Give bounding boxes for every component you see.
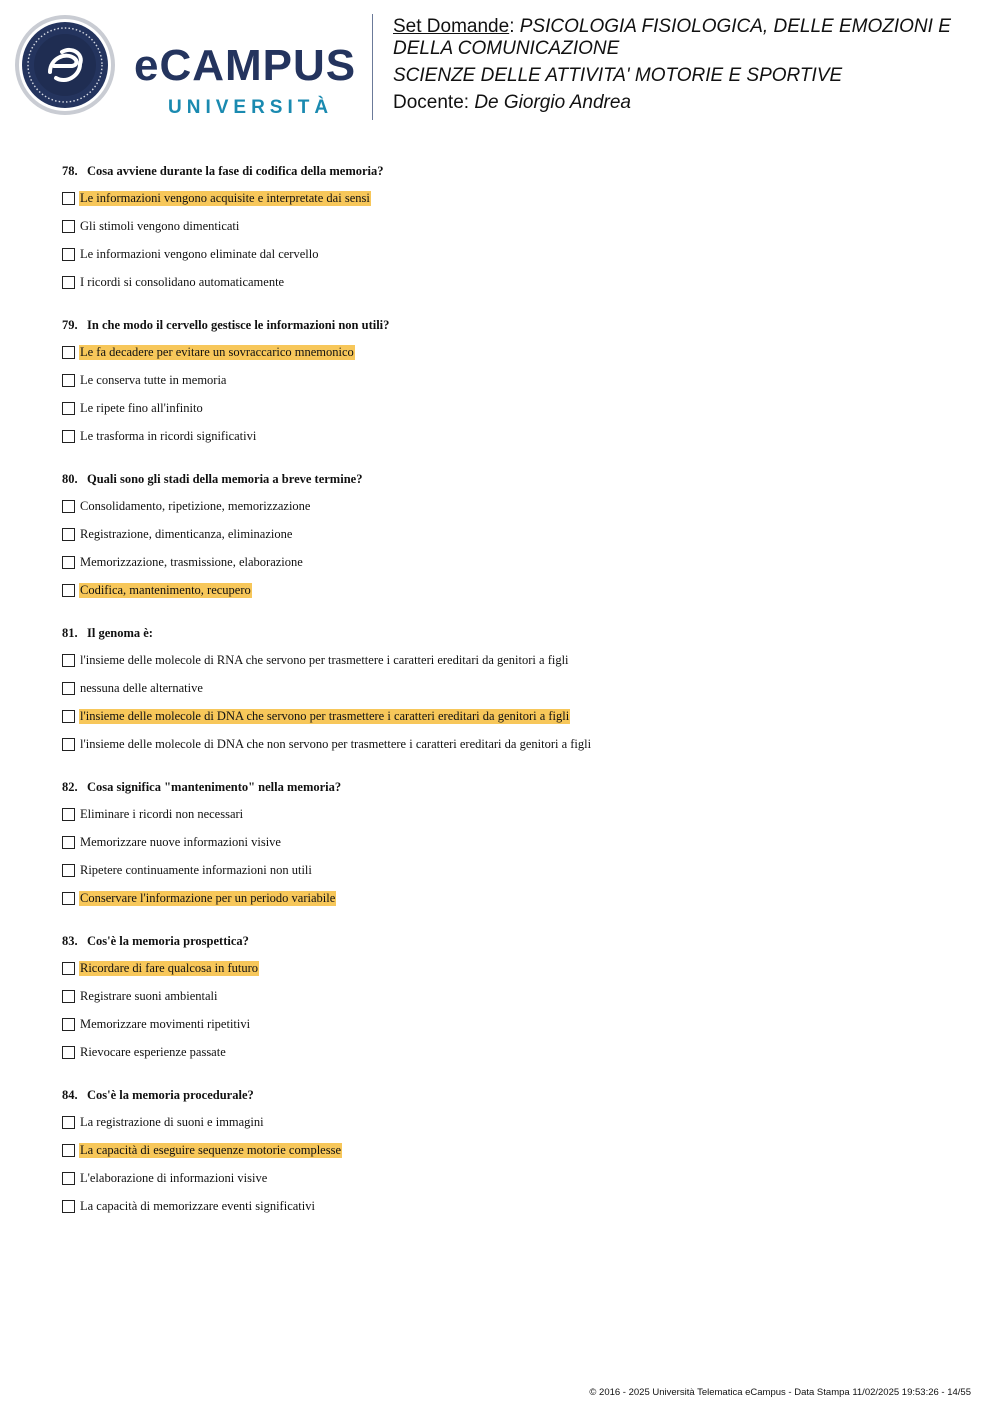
answer-option[interactable] <box>62 1164 962 1192</box>
question-list <box>62 160 962 1238</box>
page-footer: © 2016 - 2025 Università Telematica eCampus - Data Stampa 11/02/2025 19:53:26 - 14/55 <box>589 1387 971 1398</box>
answer-checkbox[interactable] <box>62 654 75 667</box>
question-block <box>62 160 962 296</box>
question-number: 84. <box>62 1088 78 1102</box>
answer-option[interactable] <box>62 1010 962 1038</box>
question-text: In che modo il cervello gestisce le informazioni non utili? <box>87 318 390 332</box>
answer-option[interactable] <box>62 1038 962 1066</box>
set-separator: : <box>509 16 515 37</box>
brand-sub-text: UNIVERSITÀ <box>168 97 334 118</box>
answer-checkbox[interactable] <box>62 402 75 415</box>
answer-text: Memorizzare movimenti ripetitivi <box>80 1016 251 1031</box>
question-title <box>62 930 962 954</box>
answer-text: L'elaborazione di informazioni visive <box>80 1170 268 1185</box>
set-label: Set Domande <box>393 16 510 37</box>
question-number: 80. <box>62 472 78 486</box>
answer-text: Gli stimoli vengono dimenticati <box>80 218 240 233</box>
answer-checkbox[interactable] <box>62 346 75 359</box>
answer-text: Registrazione, dimenticanza, eliminazione <box>80 526 293 541</box>
question-block <box>62 930 962 1066</box>
answer-checkbox[interactable] <box>62 710 75 723</box>
answer-checkbox[interactable] <box>62 556 75 569</box>
answer-checkbox[interactable] <box>62 584 75 597</box>
answer-checkbox[interactable] <box>62 1144 75 1157</box>
question-title <box>62 776 962 800</box>
brand-wordmark <box>134 41 359 118</box>
answer-text: Le ripete fino all'infinito <box>80 400 203 415</box>
answer-option[interactable] <box>62 212 962 240</box>
answer-option[interactable] <box>62 884 962 912</box>
answer-checkbox[interactable] <box>62 892 75 905</box>
question-block <box>62 314 962 450</box>
question-number: 79. <box>62 318 78 332</box>
answer-option[interactable] <box>62 674 962 702</box>
question-number: 78. <box>62 164 78 178</box>
answer-checkbox[interactable] <box>62 1018 75 1031</box>
answer-text: La registrazione di suoni e immagini <box>80 1114 264 1129</box>
answer-option[interactable] <box>62 702 962 730</box>
answer-checkbox[interactable] <box>62 962 75 975</box>
answer-option[interactable] <box>62 1108 962 1136</box>
question-block <box>62 1084 962 1220</box>
answer-checkbox[interactable] <box>62 836 75 849</box>
answer-text: La capacità di memorizzare eventi significativi <box>80 1198 315 1213</box>
header-info <box>393 16 983 114</box>
question-block <box>62 468 962 604</box>
answer-option[interactable] <box>62 548 962 576</box>
brand-main-text: eCAMPUS <box>134 41 357 90</box>
question-title <box>62 622 962 646</box>
question-text: Cos'è la memoria prospettica? <box>87 934 249 948</box>
answer-checkbox[interactable] <box>62 500 75 513</box>
answer-checkbox[interactable] <box>62 528 75 541</box>
answer-text-correct: Ricordare di fare qualcosa in futuro <box>80 960 259 975</box>
answer-option[interactable] <box>62 576 962 604</box>
answer-text: Le trasforma in ricordi significativi <box>80 428 257 443</box>
answer-option[interactable] <box>62 338 962 366</box>
question-text: Quali sono gli stadi della memoria a breve termine? <box>87 472 363 486</box>
answer-checkbox[interactable] <box>62 1200 75 1213</box>
question-text: Cosa significa "mantenimento" nella memoria? <box>87 780 342 794</box>
answer-text: I ricordi si consolidano automaticamente <box>80 274 285 289</box>
answer-text: Ripetere continuamente informazioni non utili <box>80 862 312 877</box>
answer-checkbox[interactable] <box>62 248 75 261</box>
answer-text: Memorizzazione, trasmissione, elaborazione <box>80 554 303 569</box>
answer-text: l'insieme delle molecole di RNA che servono per trasmettere i caratteri ereditari da genitori a figli <box>80 652 569 667</box>
answer-option[interactable] <box>62 828 962 856</box>
answer-option[interactable] <box>62 268 962 296</box>
answer-text-correct: Le informazioni vengono acquisite e interpretate dai sensi <box>80 190 370 205</box>
answer-option[interactable] <box>62 492 962 520</box>
answer-checkbox[interactable] <box>62 374 75 387</box>
question-text: Cos'è la memoria procedurale? <box>87 1088 254 1102</box>
question-block <box>62 776 962 912</box>
question-title <box>62 314 962 338</box>
answer-checkbox[interactable] <box>62 1172 75 1185</box>
answer-text-correct: l'insieme delle molecole di DNA che servono per trasmettere i caratteri ereditari da genitori a figli <box>80 708 570 723</box>
answer-option[interactable] <box>62 982 962 1010</box>
answer-checkbox[interactable] <box>62 682 75 695</box>
answer-option[interactable] <box>62 856 962 884</box>
answer-text: Consolidamento, ripetizione, memorizzazione <box>80 498 311 513</box>
answer-checkbox[interactable] <box>62 430 75 443</box>
answer-text-correct: La capacità di eseguire sequenze motorie complesse <box>80 1142 341 1157</box>
header-divider <box>372 14 373 120</box>
answer-option[interactable] <box>62 800 962 828</box>
answer-text: Memorizzare nuove informazioni visive <box>80 834 281 849</box>
answer-checkbox[interactable] <box>62 738 75 751</box>
answer-text: Eliminare i ricordi non necessari <box>80 806 244 821</box>
question-block <box>62 622 962 758</box>
ecampus-logo <box>14 14 364 118</box>
answer-checkbox[interactable] <box>62 220 75 233</box>
answer-option[interactable] <box>62 1192 962 1220</box>
answer-option[interactable] <box>62 366 962 394</box>
answer-option[interactable] <box>62 240 962 268</box>
answer-checkbox[interactable] <box>62 1116 75 1129</box>
answer-option[interactable] <box>62 422 962 450</box>
answer-option[interactable] <box>62 520 962 548</box>
answer-option[interactable] <box>62 184 962 212</box>
program-name: SCIENZE DELLE ATTIVITA' MOTORIE E SPORTIVE <box>393 65 843 86</box>
docente-name: De Giorgio Andrea <box>474 92 631 113</box>
answer-option[interactable] <box>62 730 962 758</box>
question-number: 82. <box>62 780 78 794</box>
answer-option[interactable] <box>62 646 962 674</box>
answer-checkbox[interactable] <box>62 864 75 877</box>
answer-option[interactable] <box>62 394 962 422</box>
question-text: Il genoma è: <box>87 626 153 640</box>
course-title: PSICOLOGIA FISIOLOGICA, DELLE EMOZIONI E DELLA COMUNICAZIONE <box>393 16 951 59</box>
question-number: 83. <box>62 934 78 948</box>
answer-checkbox[interactable] <box>62 192 75 205</box>
university-seal-icon <box>14 14 116 116</box>
question-title <box>62 468 962 492</box>
answer-text-correct: Codifica, mantenimento, recupero <box>80 582 251 597</box>
answer-text-correct: Conservare l'informazione per un periodo variabile <box>80 890 336 905</box>
answer-text: Le informazioni vengono eliminate dal cervello <box>80 246 319 261</box>
answer-checkbox[interactable] <box>62 1046 75 1059</box>
answer-text-correct: Le fa decadere per evitare un sovraccarico mnemonico <box>80 344 354 359</box>
answer-text: Le conserva tutte in memoria <box>80 372 227 387</box>
question-number: 81. <box>62 626 78 640</box>
answer-text: nessuna delle alternative <box>80 680 203 695</box>
question-title <box>62 1084 962 1108</box>
answer-checkbox[interactable] <box>62 276 75 289</box>
answer-checkbox[interactable] <box>62 808 75 821</box>
answer-text: Rievocare esperienze passate <box>80 1044 226 1059</box>
answer-text: Registrare suoni ambientali <box>80 988 218 1003</box>
docente-label: Docente: <box>393 92 470 113</box>
question-title <box>62 160 962 184</box>
question-text: Cosa avviene durante la fase di codifica della memoria? <box>87 164 384 178</box>
answer-option[interactable] <box>62 954 962 982</box>
answer-checkbox[interactable] <box>62 990 75 1003</box>
answer-text: l'insieme delle molecole di DNA che non servono per trasmettere i caratteri ereditari da genitori a figli <box>80 736 592 751</box>
answer-option[interactable] <box>62 1136 962 1164</box>
